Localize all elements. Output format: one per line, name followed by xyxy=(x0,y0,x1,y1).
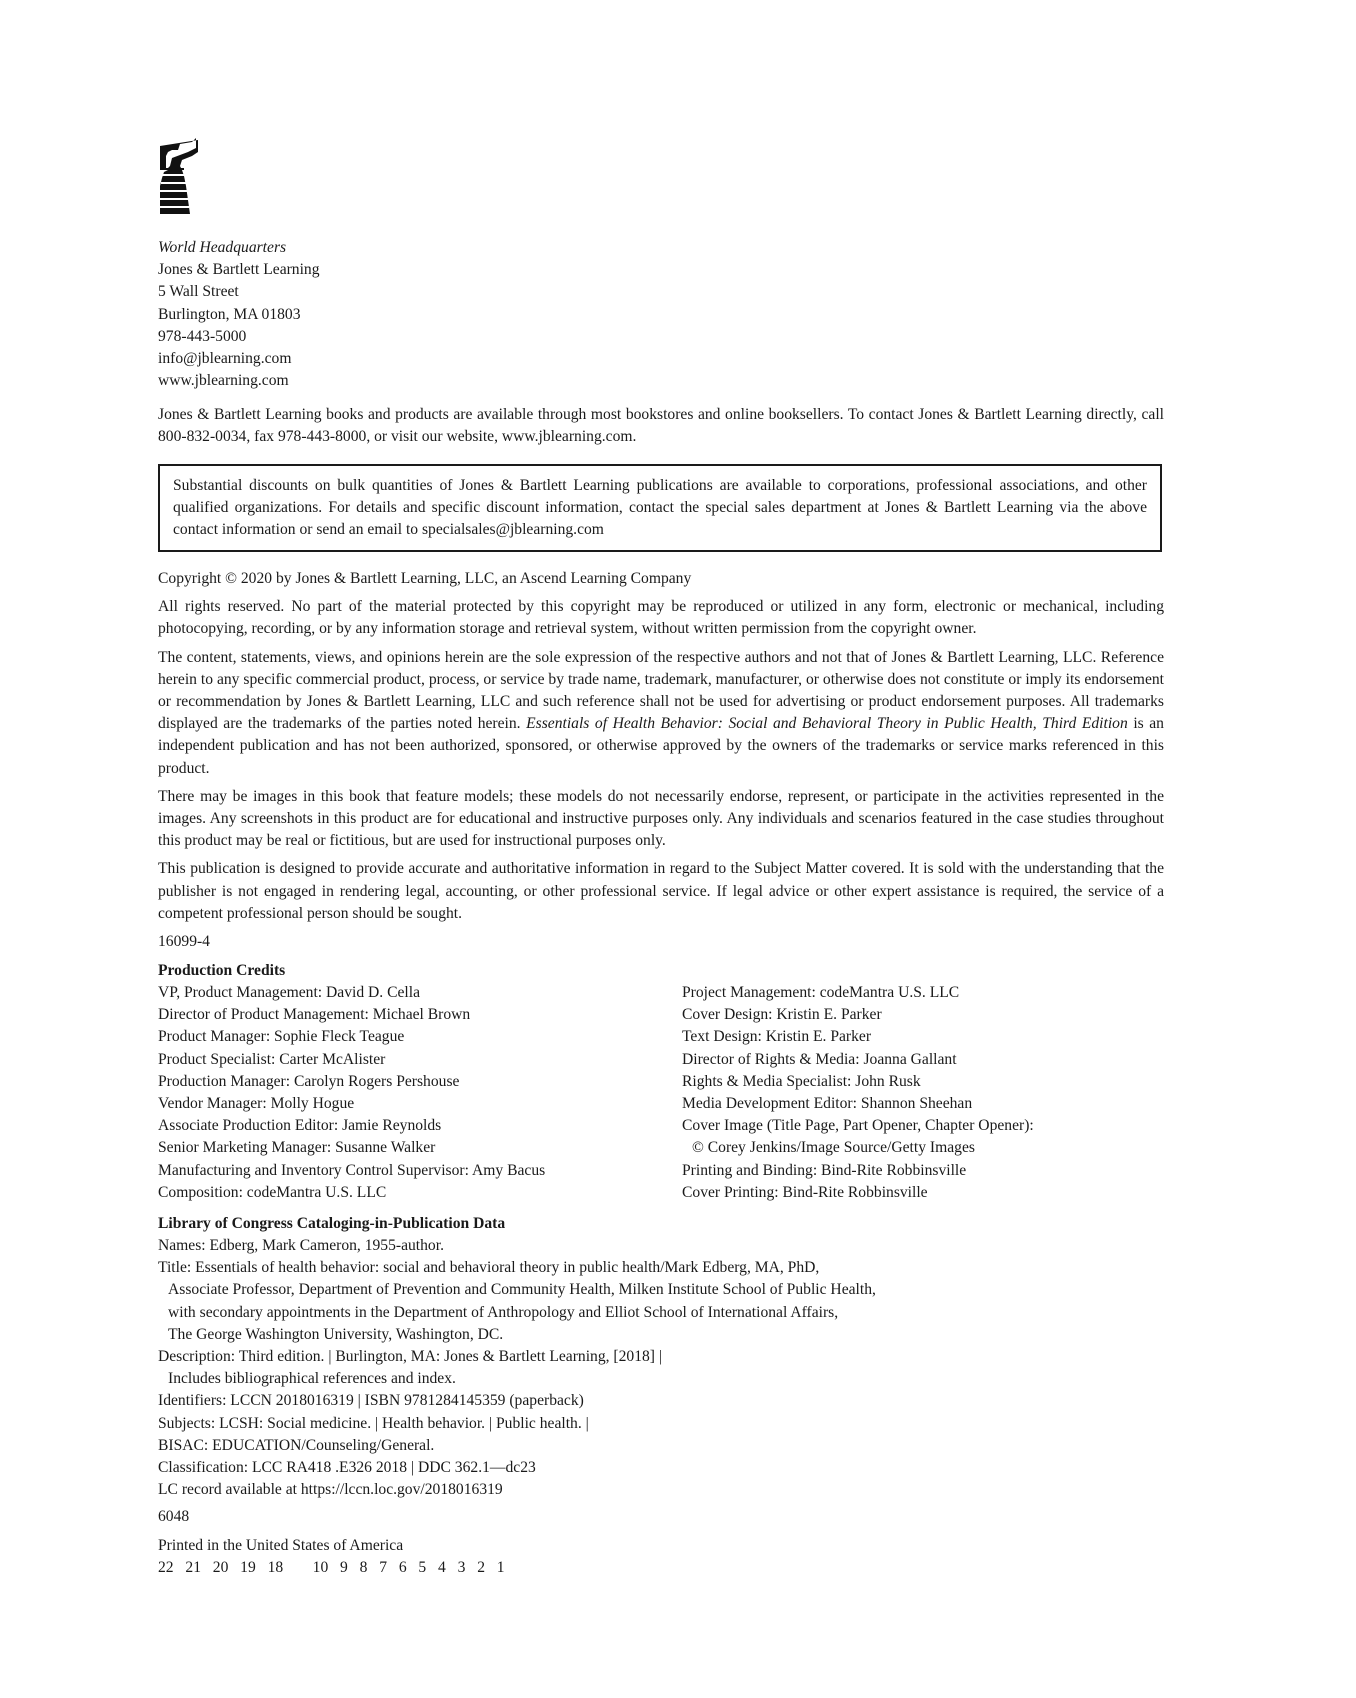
credit-line: Cover Printing: Bind-Rite Robbinsville xyxy=(682,1183,928,1201)
loc-line: Associate Professor, Department of Prevention and Community Health, Milken Institute School of Public Health, xyxy=(168,1281,876,1299)
credit-line: Printing and Binding: Bind-Rite Robbinsville xyxy=(682,1161,967,1179)
content-text-2: is an independent publication and has not been authorized, sponsored, or otherwise approved by the owners of the trademarks or service marks referenced in this product. xyxy=(158,715,1164,777)
headquarters-address xyxy=(158,237,320,392)
credit-line: Composition: codeMantra U.S. LLC xyxy=(158,1183,387,1201)
website: www.jblearning.com xyxy=(158,372,289,390)
credits-right-column xyxy=(682,982,1034,1204)
content-text-1: The content, statements, views, and opinions herein are the sole expression of the respective authors and not that of Jones & Bartlett Learning, LLC. Reference herein to any specific commercial product, process, or service by trade name, trademark, manufacturer, or otherwise does not constitute or imply its endorsement or recommendation by Jones & Bartlett Learning, LLC and such reference shall not be used for advertising or product endorsement purposes. All trademarks displayed are the trademarks of the parties noted herein. xyxy=(158,648,1164,733)
loc-line: Classification: LCC RA418 .E326 2018 | DDC 362.1—dc23 xyxy=(158,1459,536,1477)
copyright-line: Copyright © 2020 by Jones & Bartlett Learning, LLC, an Ascend Learning Company xyxy=(158,570,692,587)
printed-info xyxy=(158,1535,505,1579)
credit-line: Senior Marketing Manager: Susanne Walker xyxy=(158,1139,436,1157)
loc-data xyxy=(158,1235,876,1501)
rights-paragraph: All rights reserved. No part of the material protected by this copyright may be reproduced or utilized in any form, electronic or mechanical, including photocopying, recording, or by any information storage and retrieval system, without written permission from the copyright owner. xyxy=(158,598,1164,638)
credit-line: Product Specialist: Carter McAlister xyxy=(158,1050,386,1068)
credit-line: Media Development Editor: Shannon Sheehan xyxy=(682,1095,973,1113)
address-line: Jones & Bartlett Learning xyxy=(158,261,320,279)
credit-line: Director of Product Management: Michael Brown xyxy=(158,1006,471,1024)
loc-line: BISAC: EDUCATION/Counseling/General. xyxy=(158,1436,435,1454)
loc-line: Title: Essentials of health behavior: social and behavioral theory in public health/Mark Edberg, MA, PhD, xyxy=(158,1259,820,1277)
loc-line: Identifiers: LCCN 2018016319 | ISBN 9781284145359 (paperback) xyxy=(158,1392,584,1410)
book-title: Essentials of Health Behavior: Social and Behavioral Theory in Public Health, Third Edition xyxy=(526,715,1128,733)
credits-left-column xyxy=(158,982,545,1204)
email: info@jblearning.com xyxy=(158,350,292,368)
credit-line: Vendor Manager: Molly Hogue xyxy=(158,1095,355,1113)
credit-line: Cover Image (Title Page, Part Opener, Chapter Opener): xyxy=(682,1117,1034,1135)
credit-line: Director of Rights & Media: Joanna Gallant xyxy=(682,1050,957,1068)
loc-line: LC record available at https://lccn.loc.gov/2018016319 xyxy=(158,1481,503,1499)
credit-line: Production Manager: Carolyn Rogers Pershouse xyxy=(158,1072,460,1090)
lighthouse-logo xyxy=(158,138,202,214)
credit-line: Rights & Media Specialist: John Rusk xyxy=(682,1072,921,1090)
print-code: 16099-4 xyxy=(158,933,210,951)
loc-title: Library of Congress Cataloging-in-Publication Data xyxy=(158,1215,506,1232)
loc-line: Names: Edberg, Mark Cameron, 1955-author. xyxy=(158,1237,444,1254)
credit-line: Manufacturing and Inventory Control Supervisor: Amy Bacus xyxy=(158,1161,546,1179)
loc-line: Description: Third edition. | Burlington, MA: Jones & Bartlett Learning, [2018] | xyxy=(158,1348,663,1366)
availability-paragraph: Jones & Bartlett Learning books and products are available through most bookstores and online booksellers. To contact Jones & Bartlett Learning directly, call 800-832-0034, fax 978-443-8000, or visit our website, www.jblearning.com. xyxy=(158,406,1164,446)
credit-line: Product Manager: Sophie Fleck Teague xyxy=(158,1028,405,1046)
loc-line: with secondary appointments in the Department of Anthropology and Elliot School of International Affairs, xyxy=(168,1303,839,1321)
publication-paragraph: This publication is designed to provide accurate and authoritative information in regard to the Subject Matter covered. It is sold with the understanding that the publisher is not engaged in rendering legal, accounting, or other professional service. If legal advice or other expert assistance is required, the service of a competent professional person should be sought. xyxy=(158,860,1164,922)
credit-line: Text Design: Kristin E. Parker xyxy=(682,1028,872,1046)
address-line: Burlington, MA 01803 xyxy=(158,305,301,323)
discount-box: Substantial discounts on bulk quantities of Jones & Bartlett Learning publications are available to corporations, professional associations, and other qualified organizations. For details and specific discount information, contact the special sales department at Jones & Bartlett Learning via the above contact information or send an email to specialsales@jblearning.com xyxy=(158,464,1162,552)
loc-line: The George Washington University, Washington, DC. xyxy=(168,1325,504,1343)
loc-line: Subjects: LCSH: Social medicine. | Health behavior. | Public health. | xyxy=(158,1414,589,1432)
phone: 978-443-5000 xyxy=(158,327,247,345)
credit-line: VP, Product Management: David D. Cella xyxy=(158,984,421,1001)
printed-line: Printed in the United States of America xyxy=(158,1537,404,1554)
production-credits-title: Production Credits xyxy=(158,962,286,979)
credit-line: Associate Production Editor: Jamie Reynolds xyxy=(158,1117,442,1135)
loc-line: Includes bibliographical references and index. xyxy=(168,1370,456,1388)
credit-line: © Corey Jenkins/Image Source/Getty Images xyxy=(692,1139,975,1157)
credit-line: Project Management: codeMantra U.S. LLC xyxy=(682,984,960,1001)
copyright-section xyxy=(158,568,1164,959)
content-paragraph xyxy=(158,647,1164,780)
images-paragraph: There may be images in this book that feature models; these models do not necessarily endorse, represent, or participate in the activities represented in the images. Any screenshots in this product are for educational and instructive purposes only. Any individuals and scenarios featured in the case studies throughout this product may be real or fictitious, but are used for instructional purposes only. xyxy=(158,787,1164,850)
footer-code: 6048 xyxy=(158,1508,190,1525)
hq-label: World Headquarters xyxy=(158,239,287,256)
address-line: 5 Wall Street xyxy=(158,283,239,301)
printing-number-line: 22 21 20 19 18 10 9 8 7 6 5 4 3 2 1 xyxy=(158,1559,505,1577)
credit-line: Cover Design: Kristin E. Parker xyxy=(682,1006,882,1024)
